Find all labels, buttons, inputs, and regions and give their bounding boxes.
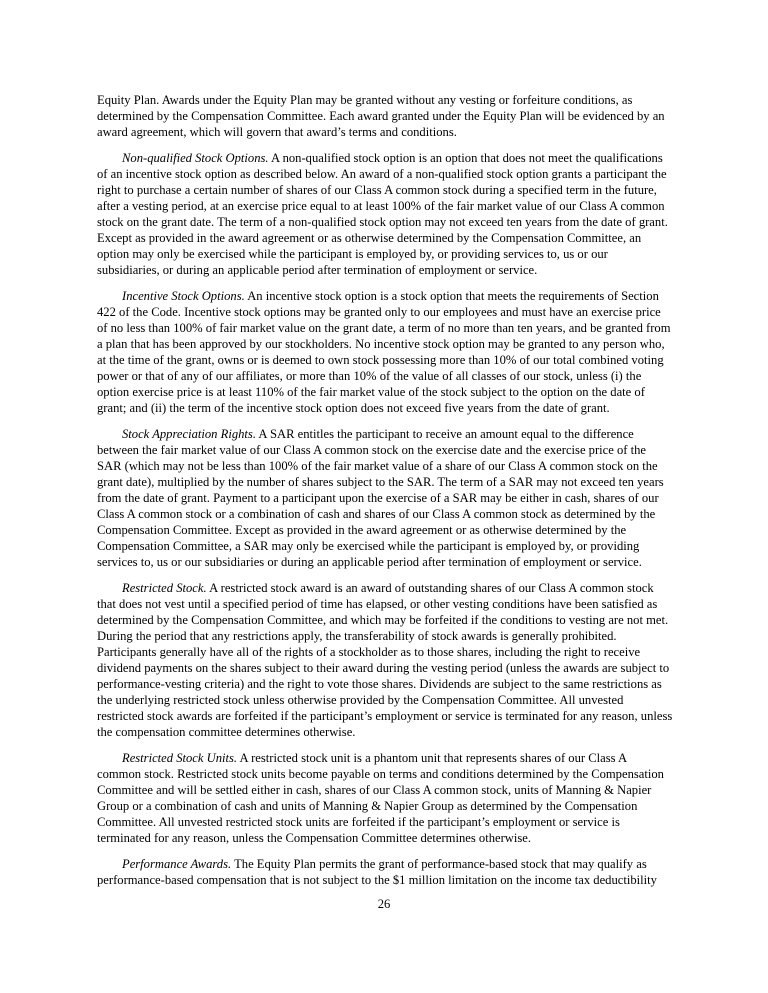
paragraph-lead: Incentive Stock Options. bbox=[122, 289, 245, 303]
paragraph-lead: Non-qualified Stock Options. bbox=[122, 151, 269, 165]
paragraph-lead: Restricted Stock. bbox=[122, 581, 207, 595]
paragraph-lead: Stock Appreciation Rights. bbox=[122, 427, 256, 441]
document-body bbox=[97, 92, 673, 888]
paragraph: Equity Plan. Awards under the Equity Plan may be granted without any vesting or forfeiture conditions, as determined by the Compensation Committee. Each award granted under the Equity Plan will be evidenced by an award agreement, which will govern that award’s terms and conditions. bbox=[97, 93, 665, 139]
paragraph: Performance Awards. The Equity Plan permits the grant of performance-based stock that may qualify as performance-based compensation that is not subject to the $1 million limitation on the income tax deductibility bbox=[97, 857, 657, 887]
paragraph-lead: Performance Awards. bbox=[122, 857, 232, 871]
paragraph: Incentive Stock Options. An incentive stock option is a stock option that meets the requirements of Section 422 of the Code. Incentive stock options may be granted only to our employees and must have an exercise price of no less than 100% of fair market value on the grant date, a term of no more than ten years, and be granted from a plan that has been approved by our stockholders. No incentive stock option may be granted to any person who, at the time of the grant, owns or is deemed to own stock possessing more than 10% of our total combined voting power or that of any of our affiliates, or more than 10% of the value of all classes of our stock, unless (i) the option exercise price is at least 110% of the fair market value of the stock subject to the option on the date of grant; and (ii) the term of the incentive stock option does not exceed five years from the date of grant. bbox=[97, 289, 671, 415]
paragraph: Restricted Stock. A restricted stock award is an award of outstanding shares of our Class A common stock that does not vest until a specified period of time has elapsed, or other vesting conditions have been satisfied as determined by the Compensation Committee, and which may be forfeited if the conditions to vesting are not met. During the period that any restrictions apply, the transferability of stock awards is generally prohibited. Participants generally have all of the rights of a stockholder as to those shares, including the right to receive dividend payments on the shares subject to their award during the vesting period (unless the awards are subject to performance-vesting criteria) and the right to vote those shares. Dividends are subject to the same restrictions as the underlying restricted stock unless otherwise provided by the Compensation Committee. All unvested restricted stock awards are forfeited if the participant’s employment or service is terminated for any reason, unless the compensation committee determines otherwise. bbox=[97, 581, 673, 739]
paragraph: Stock Appreciation Rights. A SAR entitles the participant to receive an amount equal to the difference between the fair market value of our Class A common stock on the exercise date and the exercise price of the SAR (which may not be less than 100% of the fair market value of a share of our Class A common stock on the grant date), multiplied by the number of shares subject to the SAR. The term of a SAR may not exceed ten years from the date of grant. Payment to a participant upon the exercise of a SAR may be either in cash, shares of our Class A common stock or a combination of cash and shares of our Class A common stock as determined by the Compensation Committee. Except as provided in the award agreement or as otherwise determined by the Compensation Committee, a SAR may only be exercised while the participant is employed by, or providing services to, us or our subsidiaries or during an applicable period after termination of employment or service. bbox=[97, 427, 664, 569]
paragraph-lead: Restricted Stock Units. bbox=[122, 751, 238, 765]
page-number: 26 bbox=[377, 897, 391, 911]
paragraph: Non-qualified Stock Options. A non-qualified stock option is an option that does not meet the qualifications of an incentive stock option as described below. An award of a non-qualified stock option grants a participant the right to purchase a certain number of shares of our Class A common stock during a specified term in the future, after a vesting period, at an exercise price equal to at least 100% of the fair market value of our Class A common stock on the grant date. The term of a non-qualified stock option may not exceed ten years from the date of grant. Except as provided in the award agreement or as otherwise determined by the Compensation Committee, an option may only be exercised while the participant is employed by, or providing services to, us or our subsidiaries, or during an applicable period after termination of employment or service. bbox=[97, 151, 668, 277]
paragraph: Restricted Stock Units. A restricted stock unit is a phantom unit that represents shares of our Class A common stock. Restricted stock units become payable on terms and conditions determined by the Compensation Committee and will be settled either in cash, shares of our Class A common stock, units of Manning & Napier Group or a combination of cash and units of Manning & Napier Group as determined by the Compensation Committee. All unvested restricted stock units are forfeited if the participant’s employment or service is terminated for any reason, unless the Compensation Committee determines otherwise. bbox=[97, 751, 664, 845]
